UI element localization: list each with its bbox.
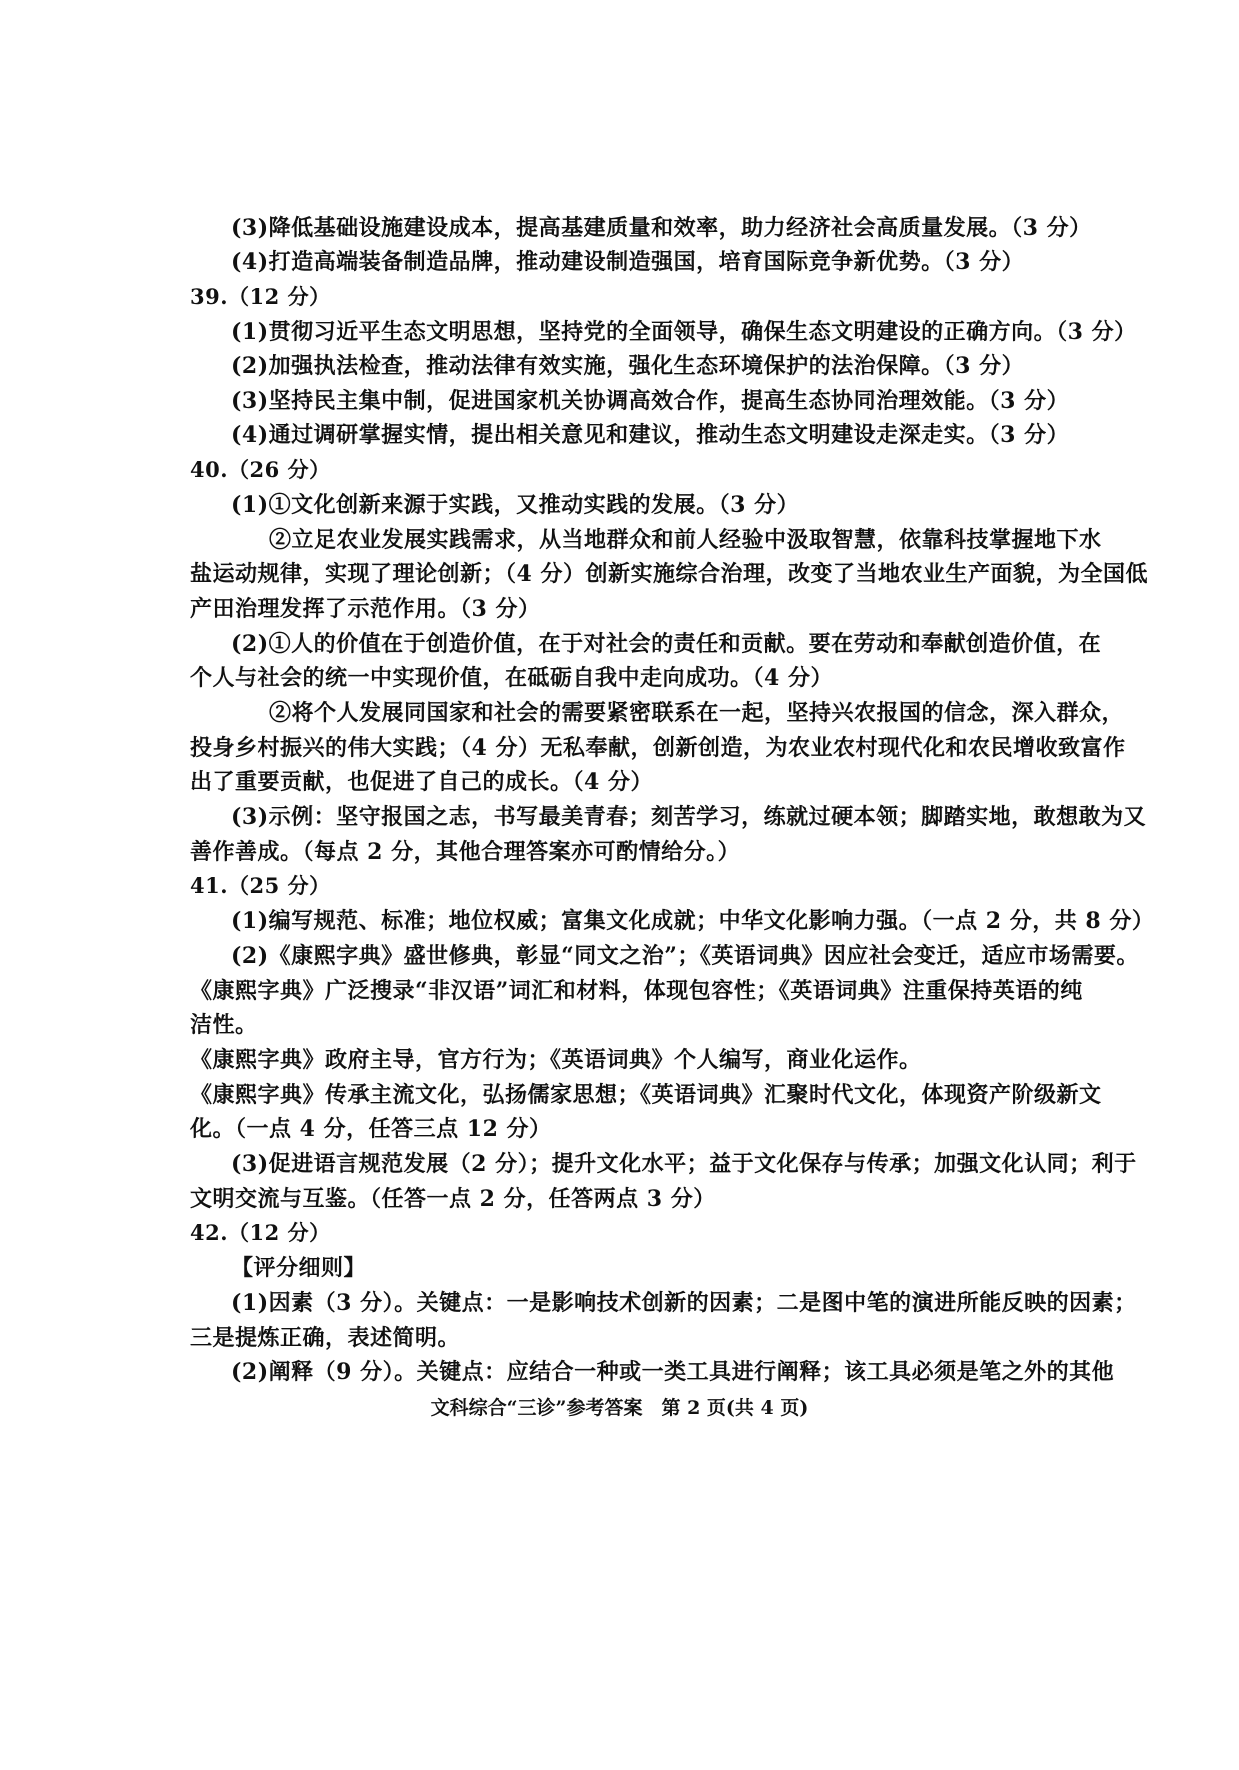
answer-line-42-1-cont: 三是提炼正确，表述简明。 [190, 1325, 461, 1351]
answer-line-40-2a: (2)①人的价值在于创造价值，在于对社会的责任和贡献。要在劳动和奉献创造价值，在 [231, 631, 1102, 657]
answer-line-38-3: (3)降低基础设施建设成本，提高基建质量和效率，助力经济社会高质量发展。（3 分） [231, 215, 1092, 241]
question-heading-41: 41.（25 分） [190, 873, 331, 898]
answer-line-40-1a: (1)①文化创新来源于实践，又推动实践的发展。（3 分） [231, 492, 800, 518]
answer-line-39-1: (1)贯彻习近平生态文明思想，坚持党的全面领导，确保生态文明建设的正确方向。（3 分） [231, 319, 1137, 345]
answer-line-40-2a-cont: 个人与社会的统一中实现价值，在砥砺自我中走向成功。（4 分） [190, 665, 833, 691]
answer-line-42-1: (1)因素（3 分）。关键点：一是影响技术创新的因素；二是图中笔的演进所能反映的因素； [231, 1290, 1137, 1316]
answer-line-39-3: (3)坚持民主集中制，促进国家机关协调高效合作，提高生态协同治理效能。（3 分） [231, 388, 1070, 414]
answer-line-41-3: (3)促进语言规范发展（2 分）；提升文化水平；益于文化保存与传承；加强文化认同；利于 [231, 1151, 1137, 1177]
answer-line-40-2b-end: 出了重要贡献，也促进了自己的成长。（4 分） [190, 769, 653, 795]
answer-line-41-2a: (2)《康熙字典》盛世修典，彰显“同文之治”；《英语词典》因应社会变迁，适应市场需要。 [231, 943, 1139, 969]
scoring-rules-heading: 【评分细则】 [231, 1255, 367, 1281]
answer-line-41-2b: 《康熙字典》广泛搜录“非汉语”词汇和材料，体现包容性；《英语词典》注重保持英语的纯 [190, 978, 1083, 1004]
answer-line-41-2c: 《康熙字典》政府主导，官方行为；《英语词典》个人编写，商业化运作。 [190, 1047, 922, 1073]
answer-line-40-2b-cont: 投身乡村振兴的伟大实践；（4 分）无私奉献，创新创造，为农业农村现代化和农民增收致富作 [190, 735, 1126, 761]
question-heading-39: 39.（12 分） [190, 284, 331, 309]
page-footer: 文科综合“三诊”参考答案 第 2 页(共 4 页) [430, 1397, 809, 1419]
answer-line-40-3-cont: 善作善成。（每点 2 分，其他合理答案亦可酌情给分。） [190, 839, 741, 865]
answer-line-41-2d-cont: 化。（一点 4 分，任答三点 12 分） [190, 1116, 552, 1142]
answer-line-41-2d: 《康熙字典》传承主流文化，弘扬儒家思想；《英语词典》汇聚时代文化，体现资产阶级新文 [190, 1082, 1102, 1108]
answer-line-40-2b: ②将个人发展同国家和社会的需要紧密联系在一起，坚持兴农报国的信念，深入群众， [269, 700, 1125, 726]
answer-line-42-2: (2)阐释（9 分）。关键点：应结合一种或一类工具进行阐释；该工具必须是笔之外的其他 [231, 1359, 1115, 1385]
answer-line-41-2b-cont: 洁性。 [190, 1012, 258, 1038]
answer-line-40-3: (3)示例：坚守报国之志，书写最美青春；刻苦学习，练就过硬本领；脚踏实地，敢想敢为又 [231, 804, 1147, 830]
answer-line-39-2: (2)加强执法检查，推动法律有效实施，强化生态环境保护的法治保障。（3 分） [231, 353, 1025, 379]
answer-line-38-4: (4)打造高端装备制造品牌，推动建设制造强国，培育国际竞争新优势。（3 分） [231, 249, 1025, 275]
answer-line-40-1b-cont: 盐运动规律，实现了理论创新；（4 分）创新实施综合治理，改变了当地农业生产面貌，为全国低 [190, 561, 1148, 587]
answer-line-40-1b: ②立足农业发展实践需求，从当地群众和前人经验中汲取智慧，依靠科技掌握地下水 [269, 527, 1102, 553]
answer-line-41-3-cont: 文明交流与互鉴。（任答一点 2 分，任答两点 3 分） [190, 1186, 716, 1212]
answer-line-41-1: (1)编写规范、标准；地位权威；富集文化成就；中华文化影响力强。（一点 2 分，共 8 分） [231, 908, 1155, 934]
question-heading-42: 42.（12 分） [190, 1220, 331, 1245]
answer-line-39-4: (4)通过调研掌握实情，提出相关意见和建议，推动生态文明建设走深走实。（3 分） [231, 422, 1070, 448]
question-heading-40: 40.（26 分） [190, 457, 331, 482]
answer-line-40-1b-end: 产田治理发挥了示范作用。（3 分） [190, 596, 541, 622]
